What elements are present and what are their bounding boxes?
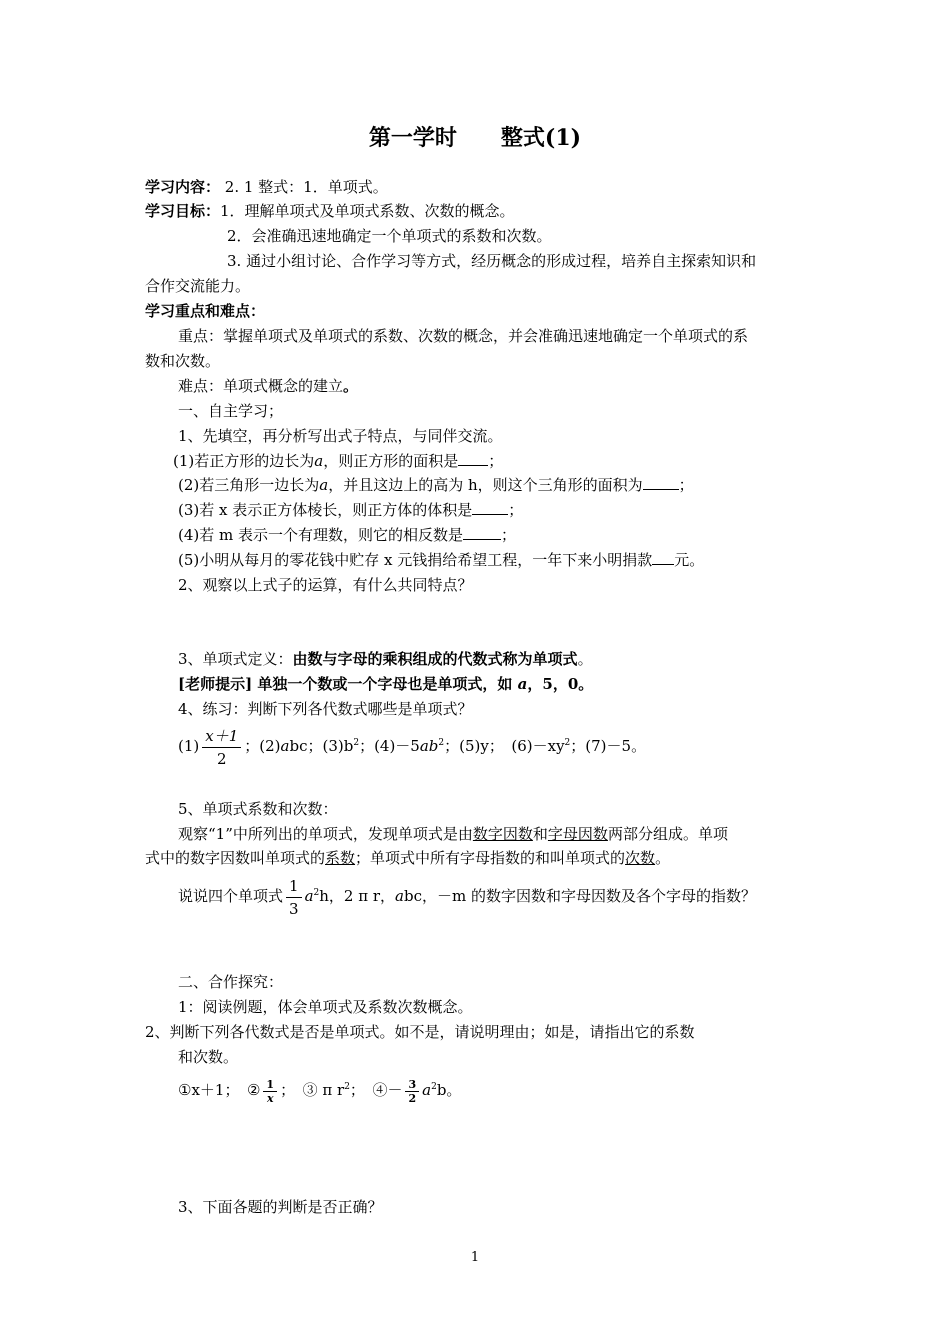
fraction: $\frac{1}{x}$	[263, 1078, 277, 1105]
say-monomials: 说说四个单项式 $\frac{1}{3}$ $a^2h$，2 π r，abc，－m 的数字因数和字母因数及各个字母的指数？	[178, 876, 756, 918]
exercise-expressions: (1) $\frac{x+1}{2}$ ；(2)abc；$(3)b^2$；$(4)-5ab^2$；(5)y； $(6)-xy^2$；(7)－5。	[178, 726, 647, 768]
page-number: 1	[470, 1250, 480, 1265]
part1-q5: 5、单项式系数和次数：	[178, 800, 338, 818]
fraction: $\frac{1}{3}$	[286, 875, 302, 920]
answer-blank	[652, 564, 674, 565]
page-title: 第一学时 整式(1)	[368, 125, 582, 151]
learning-objective-3-cont: 合作交流能力。	[145, 277, 251, 295]
answer-blank	[463, 539, 501, 540]
fill-item-1: (1)若正方形的边长为a，则正方形的面积是 ；	[173, 452, 504, 470]
focus-line-2: 数和次数。	[145, 352, 221, 370]
focus-line-1: 重点：掌握单项式及单项式的系数、次数的概念，并会准确迅速地确定一个单项式的系	[178, 327, 749, 345]
fraction: $\frac{3}{2}$	[405, 1078, 419, 1105]
answer-blank	[643, 489, 679, 490]
part2-heading: 二、合作探究：	[178, 973, 284, 991]
learning-objective-1: 学习目标：1．理解单项式及单项式系数、次数的概念。	[145, 202, 515, 220]
keypoints-heading: 学习重点和难点：	[145, 302, 266, 320]
difficulty-line: 难点：单项式概念的建立。	[178, 377, 359, 395]
part1-q1: 1、先填空，再分析写出式子特点，与同伴交流。	[178, 427, 503, 445]
observe-line-2: 式中的数字因数叫单项式的系数；单项式中所有字母指数的和叫单项式的次数。	[145, 849, 671, 867]
part2-q1: 1：阅读例题，体会单项式及系数次数概念。	[178, 998, 473, 1016]
monomial-definition: 3、单项式定义：由数与字母的乘积组成的代数式称为单项式。	[178, 650, 593, 668]
learning-content: 学习内容： 2. 1 整式：1．单项式。	[145, 178, 388, 196]
part1-q4: 4、练习：判断下列各代数式哪些是单项式？	[178, 700, 473, 718]
learning-objective-2: 2．会准确迅速地确定一个单项式的系数和次数。	[227, 227, 552, 245]
observe-line-1: 观察“1”中所列出的单项式，发现单项式是由数字因数和字母因数两部分组成。单项	[178, 825, 728, 843]
part2-q2-line1: 2、判断下列各代数式是否是单项式。如不是，请说明理由；如是，请指出它的系数	[145, 1023, 695, 1041]
part2-q2-line2: 和次数。	[178, 1048, 239, 1066]
fill-item-4: (4)若 m 表示一个有理数，则它的相反数是 ；	[178, 526, 517, 544]
answer-blank	[458, 465, 488, 466]
fill-item-2: (2)若三角形一边长为a，并且这边上的高为 h，则这个三角形的面积为 ；	[178, 476, 694, 494]
part1-q2: 2、观察以上式子的运算，有什么共同特点？	[178, 576, 473, 594]
part2-q3: 3、下面各题的判断是否正确？	[178, 1198, 383, 1216]
fraction: $\frac{x+1}{2}$	[202, 725, 241, 770]
teacher-tip: [老师提示] 单独一个数或一个字母也是单项式，如 a，5，0。	[178, 675, 594, 693]
part2-expressions: ①x＋1； ② $\frac{1}{x}$ ； ③ π $r^2$； ④－ $\frac{3}{2}$ $a^2b$。	[178, 1077, 462, 1105]
part1-heading: 一、自主学习；	[178, 402, 284, 420]
fill-item-3: (3)若 x 表示正方体棱长，则正方体的体积是 ；	[178, 501, 524, 519]
learning-objective-3: 3. 通过小组讨论、合作学习等方式，经历概念的形成过程，培养自主探索知识和	[227, 252, 757, 270]
fill-item-5: (5)小明从每月的零花钱中贮存 x 元钱捐给希望工程，一年下来小明捐款 元。	[178, 551, 705, 569]
answer-blank	[472, 514, 508, 515]
